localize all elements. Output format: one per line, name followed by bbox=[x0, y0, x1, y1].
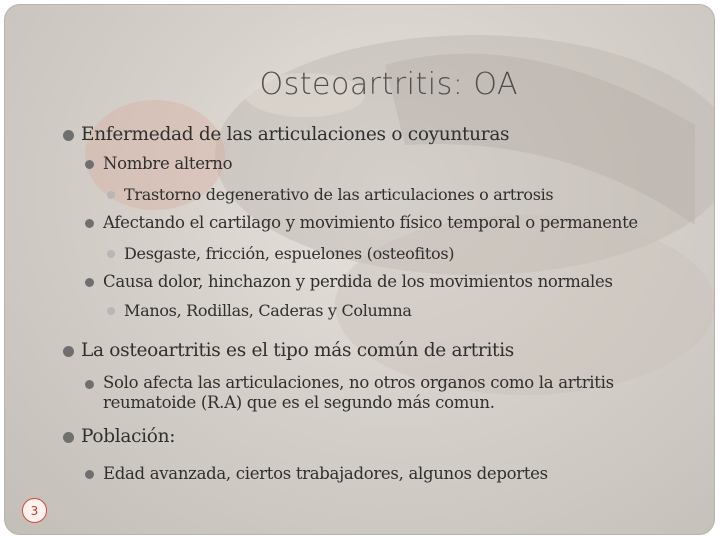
bullet-item: Solo afecta las articulaciones, no otros organos como la artritis reumatoide (R.A) que es el segundo más comun. bbox=[63, 373, 703, 413]
bullet-icon bbox=[107, 307, 115, 315]
bullet-item: Trastorno degenerativo de las articulaciones o artrosis bbox=[63, 184, 703, 206]
slide-title: Osteoartritis: OA bbox=[259, 67, 518, 102]
page-number: 3 bbox=[22, 498, 47, 523]
bullet-item: Enfermedad de las articulaciones o coyunturas bbox=[63, 123, 703, 147]
bullet-icon bbox=[85, 380, 94, 389]
bullet-item: La osteoartritis es el tipo más común de artritis bbox=[63, 339, 703, 363]
bullet-item: Causa dolor, hinchazon y perdida de los movimientos normales bbox=[63, 271, 703, 293]
bullet-item: Edad avanzada, ciertos trabajadores, algunos deportes bbox=[63, 463, 703, 485]
bullet-item: Desgaste, fricción, espuelones (osteofitos) bbox=[63, 243, 703, 265]
bullet-icon bbox=[85, 470, 94, 479]
bullet-item: Manos, Rodillas, Caderas y Columna bbox=[63, 300, 703, 322]
bullet-icon bbox=[63, 346, 74, 357]
bullet-icon bbox=[107, 250, 115, 258]
bullet-icon bbox=[85, 219, 94, 228]
bullet-icon bbox=[63, 432, 74, 443]
bullet-item: Afectando el cartilago y movimiento físico temporal o permanente bbox=[63, 212, 703, 234]
bullet-icon bbox=[85, 160, 94, 169]
bullet-item: Población: bbox=[63, 425, 703, 449]
bullet-item: Nombre alterno bbox=[63, 153, 703, 175]
bullet-list bbox=[63, 119, 703, 485]
bullet-icon bbox=[85, 278, 94, 287]
bullet-icon bbox=[63, 130, 74, 141]
slide bbox=[4, 4, 715, 535]
bullet-icon bbox=[107, 191, 115, 199]
